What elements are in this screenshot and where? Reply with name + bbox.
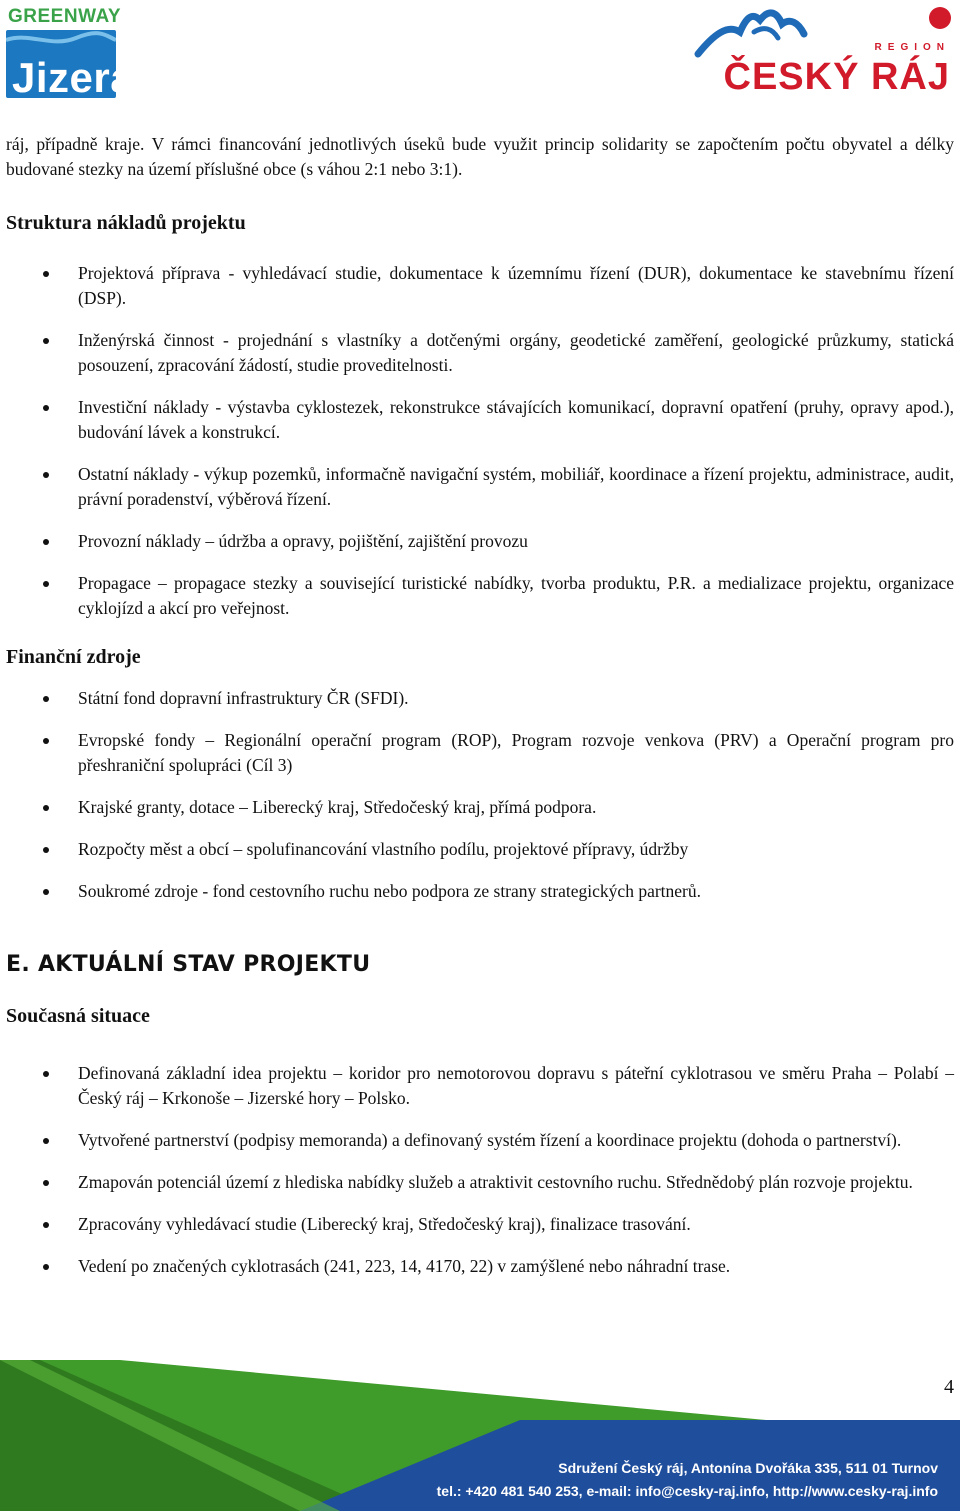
list-item: Vytvořené partnerství (podpisy memoranda) a definovaný systém řízení a koordinace projektu (dohoda o partnerství).: [6, 1128, 954, 1153]
list-item: Zmapován potenciál území z hlediska nabídky služeb a atraktivit cestovního ruchu. Střednědobý plán rozvoje projektu.: [6, 1170, 954, 1195]
cesky-raj-region-logo: [694, 4, 954, 100]
region-label: REGION: [874, 42, 950, 53]
cesky-raj-title: ČESKÝ RÁJ: [723, 56, 950, 98]
footer-contact: tel.: +420 481 540 253, e-mail: info@cesky-raj.info, http://www.cesky-raj.info: [436, 1483, 938, 1499]
document-body: [6, 132, 954, 1279]
list-item: Státní fond dopravní infrastruktury ČR (SFDI).: [6, 686, 954, 711]
list-item: Provozní náklady – údržba a opravy, pojištění, zajištění provozu: [6, 529, 954, 554]
cost-structure-heading: Struktura nákladů projektu: [6, 212, 246, 234]
list-item: Definovaná základní idea projektu – koridor pro nemotorovou dopravu s páteřní cyklotrasou ve směru Praha – Polabí – Český ráj – Krkonoše – Jizerské hory – Polsko.: [6, 1061, 954, 1111]
list-item: Evropské fondy – Regionální operační program (ROP), Program rozvoje venkova (PRV) a Operační program pro přeshraniční spolupráci (Cíl 3): [6, 728, 954, 778]
intro-paragraph: ráj, případně kraje. V rámci financování jednotlivých úseků bude využit princip solidarity se započtením počtu obyvatel a délky budované stezky na území příslušné obce (s váhou 2:1 nebo 3:1).: [6, 134, 954, 179]
page-number: 4: [944, 1376, 954, 1398]
list-item: Propagace – propagace stezky a související turistické nabídky, tvorba produktu, P.R. a medializace projektu, organizace cyklojízd a akcí pro veřejnost.: [6, 571, 954, 621]
list-item: Ostatní náklady - výkup pozemků, informačně navigační systém, mobiliář, koordinace a řízení projektu, administrace, audit, právní poradenství, výběrová řízení.: [6, 462, 954, 512]
current-situation-heading: Současná situace: [6, 1005, 150, 1027]
page-footer: [0, 1360, 960, 1511]
list-item: Krajské granty, dotace – Liberecký kraj, Středočeský kraj, přímá podpora.: [6, 795, 954, 820]
jizera-logo-text: Jizera: [12, 54, 135, 101]
list-item: Rozpočty měst a obcí – spolufinancování vlastního podílu, projektové přípravy, údržby: [6, 837, 954, 862]
cost-structure-list: [6, 261, 954, 621]
jizera-logo-box: [6, 30, 135, 101]
rock-formation-icon: [694, 4, 954, 64]
current-situation-list: [6, 1061, 954, 1279]
footer-address: Sdružení Český ráj, Antonína Dvořáka 335, 511 01 Turnov: [558, 1460, 938, 1476]
greenway-jizera-logo: [6, 6, 135, 101]
list-item: Vedení po značených cyklotrasách (241, 223, 14, 4170, 22) v zamýšlené nebo náhradní trase.: [6, 1254, 954, 1279]
list-item: Inženýrská činnost - projednání s vlastníky a dotčenými orgány, geodetické zaměření, geologické průzkumy, statická posouzení, zpracování žádostí, studie proveditelnosti.: [6, 328, 954, 378]
financial-sources-heading: Finanční zdroje: [6, 646, 141, 668]
greenway-logo-text: GREENWAY: [8, 6, 122, 27]
list-item: Soukromé zdroje - fond cestovního ruchu nebo podpora ze strany strategických partnerů.: [6, 879, 954, 904]
list-item: Zpracovány vyhledávací studie (Liberecký kraj, Středočeský kraj), finalizace trasování.: [6, 1212, 954, 1237]
page-header: [0, 0, 960, 110]
financial-sources-list: [6, 686, 954, 904]
list-item: Investiční náklady - výstavba cyklostezek, rekonstrukce stávajících komunikací, dopravní opatření (pruhy, opravy apod.), budování lávek a konstrukcí.: [6, 395, 954, 445]
list-item: Projektová příprava - vyhledávací studie, dokumentace k územnímu řízení (DUR), dokumentace ke stavebnímu řízení (DSP).: [6, 261, 954, 311]
section-e-heading: E. AKTUÁLNÍ STAV PROJEKTU: [6, 952, 371, 977]
